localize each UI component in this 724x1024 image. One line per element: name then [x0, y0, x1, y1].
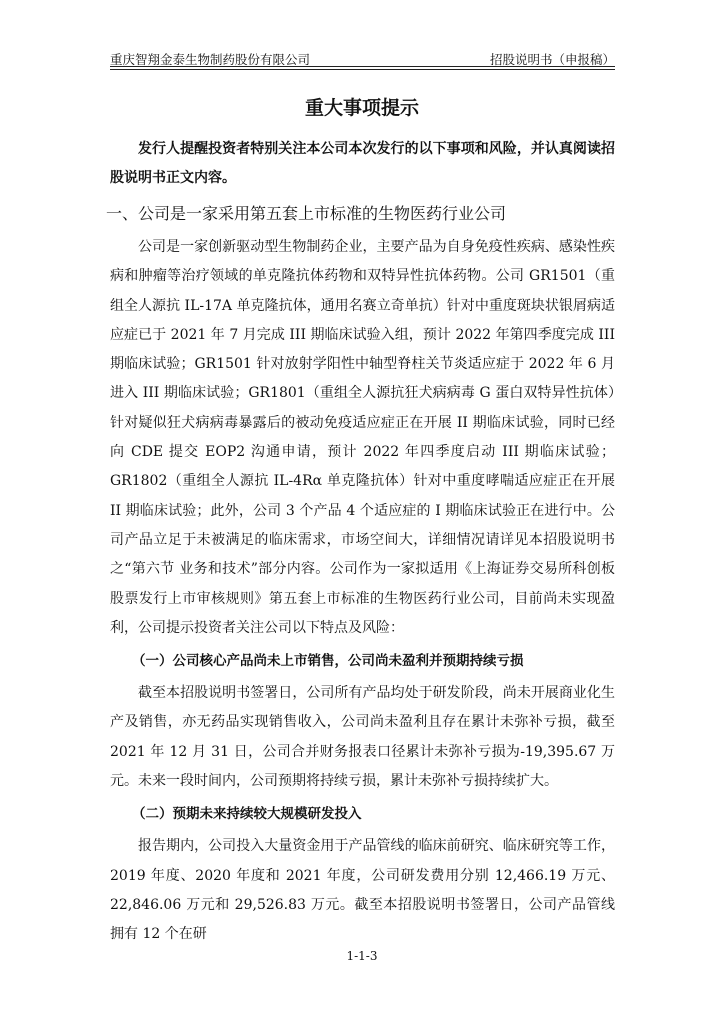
section-1-paragraph: 公司是一家创新驱动型生物制药企业，主要产品为自身免疫性疾病、感染性疾病和肿瘤等治疗领域的单克隆抗体药物和双特异性抗体药物。公司 GR1501（重组全人源抗 IL-17A 单克隆抗体，通用名赛立奇单抗）针对中重度斑块状银屑病适应症已于 2021 年 7 月完成 III 期临床试验入组，预计 2022 年第四季度完成 III 期临床试验；GR1501 针对放射学阳性中轴型脊柱关节炎适应症于 2022 年 6 月进入 III 期临床试验；GR1801（重组全人源抗狂犬病病毒 G 蛋白双特异性抗体）针对疑似狂犬病病毒暴露后的被动免疫适应症正在开展 II 期临床试验，同时已经向 CDE 提交 EOP2 沟通申请，预计 2022 年四季度启动 III 期临床试验；GR1802（重组全人源抗 IL-4Rα 单克隆抗体）针对中重度哮喘适应症正在开展 II 期临床试验；此外，公司 3 个产品 4 个适应症的 I 期临床试验正在进行中。公司产品立足于未被满足的临床需求，市场空间大，详细情况请详见本招股说明书之“第六节 业务和技术”部分内容。公司作为一家拟适用《上海证券交易所科创板股票发行上市审核规则》第五套上市标准的生物医药行业公司，目前尚未实现盈利，公司提示投资者关注公司以下特点及风险： [110, 239, 615, 636]
intro-paragraph: 发行人提醒投资者特别关注本公司本次发行的以下事项和风险，并认真阅读招股说明书正文内容。 [110, 141, 615, 186]
page-header [110, 44, 615, 67]
section-1-heading: 一、公司是一家采用第五套上市标准的生物医药行业公司 [106, 204, 507, 223]
subsection-1-paragraph: 截至本招股说明书签署日，公司所有产品均处于研发阶段，尚未开展商业化生产及销售，亦无药品实现销售收入，公司尚未盈利且存在累计未弥补亏损，截至 2021 年 12 月 31 日，公司合并财务报表口径累计未弥补亏损为-19,395.67 万元。未来一段时间内，公司预期将持续亏损，累计未弥补亏损持续扩大。 [110, 685, 615, 790]
main-content [106, 135, 615, 950]
header-company: 重庆智翔金泰生物制药股份有限公司 [110, 52, 311, 67]
subsection-2-paragraph: 报告期内，公司投入大量资金用于产品管线的临床前研究、临床研究等工作，2019 年度、2020 年度和 2021 年度，公司研发费用分别 12,466.19 万元、22,846.06 万元和 29,526.83 万元。截至本招股说明书签署日，公司产品管线拥有 12 个在研 [110, 838, 615, 943]
header-doc-type: 招股说明书（申报稿） [489, 52, 615, 67]
page-title: 重大事项提示 [304, 97, 419, 119]
subsection-2-heading: （二）预期未来持续较大规模研发投入 [132, 806, 362, 823]
page-number: 1-1-3 [346, 949, 378, 963]
subsection-1-heading: （一）公司核心产品尚未上市销售，公司尚未盈利并预期持续亏损 [132, 653, 524, 670]
